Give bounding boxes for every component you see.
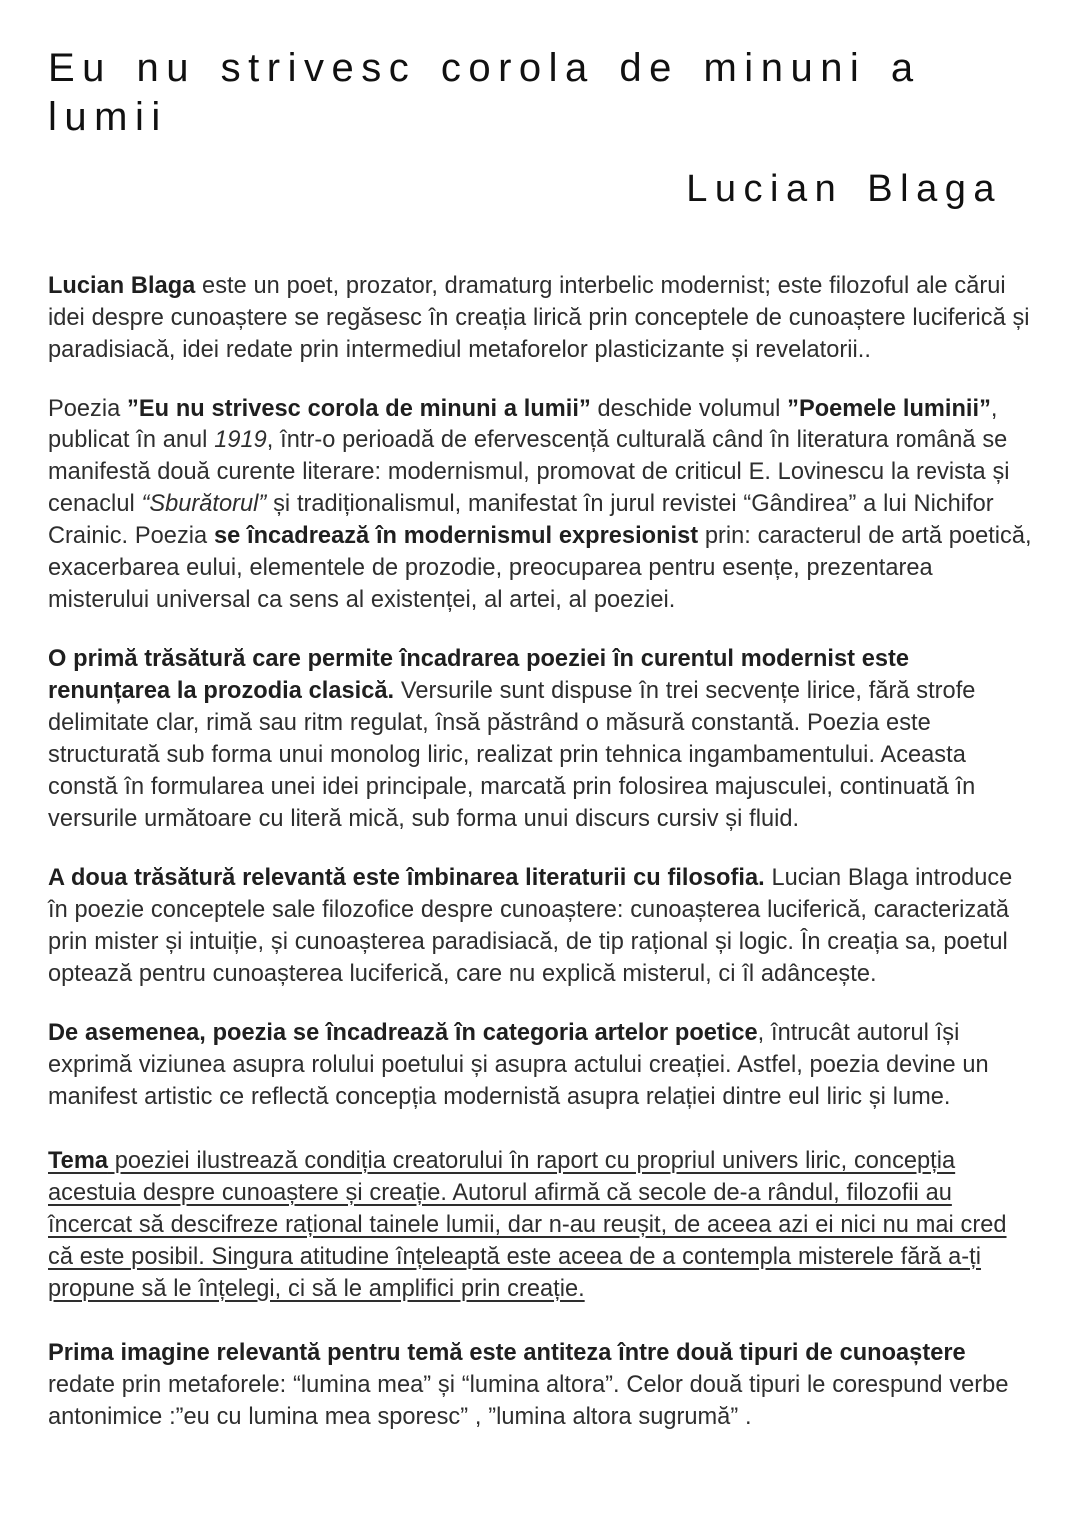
- intro-lead-bold: Lucian Blaga: [48, 272, 196, 299]
- poezia-s3: , publicat în anul: [48, 395, 998, 454]
- poezia-expresionist-bold: se încadrează în modernismul expresionist: [213, 523, 699, 550]
- author-row: [48, 168, 1020, 211]
- document-body: [0, 271, 1080, 1434]
- tema-rest: poeziei ilustrează condiția creatorului în raport cu propriul univers liric, concepția acestuia despre cunoaștere și creație. Autorul afirmă că secole de-a rândul, filozofii au încercat să descifreze rațional tainele lumii, dar n-au reușit, de aceea azi ei nici nu mai cred că este posibil. Singura atitudine înțeleaptă este aceea de a contempla misterele fără a-ți propune să le înțelegi, ci să le amplifici prin creație.: [48, 1147, 1007, 1302]
- poezia-s6: prin: caracterul de artă poetică, exacerbarea eului, elementele de prozodie, preocuparea pentru esențe, prezentarea misterului universal ca sens al existenței, al artei, al poeziei.: [48, 523, 1032, 614]
- tema-bold: Tema: [48, 1147, 108, 1174]
- paragraph-poezia: [48, 394, 1032, 618]
- paragraph-prima-imagine: [48, 1338, 1032, 1434]
- document-author: Lucian Blaga: [686, 167, 1002, 210]
- trasatura-doi-bold: A doua trăsătură relevantă este îmbinarea literaturii cu filosofia.: [48, 865, 765, 892]
- poezia-title-bold: ”Eu nu strivesc corola de minuni a lumii”: [127, 395, 591, 422]
- intro-rest: este un poet, prozator, dramaturg interbelic modernist; este filozoful ale cărui idei despre cunoaștere se regăsesc în creația lirică prin conceptele de cunoaștere luciferică și paradisiacă, idei redate prin intermediul metaforelor plasticizante și revelatorii..: [48, 272, 1030, 363]
- paragraph-asemenea: [48, 1018, 1032, 1114]
- paragraph-intro: [48, 271, 1032, 367]
- paragraph-tema: [48, 1146, 1032, 1306]
- poezia-s5: și tradiționalismul, manifestat în jurul revistei “Gândirea” a lui Nichifor Crainic. Poezia: [48, 491, 994, 550]
- poezia-volume-bold: ”Poemele luminii”: [787, 395, 991, 422]
- paragraph-trasatura-doi: [48, 863, 1032, 991]
- title-block: [0, 0, 1080, 211]
- poezia-s1: Poezia: [48, 395, 128, 422]
- asemenea-rest: , întrucât autorul își exprimă viziunea asupra rolului poetului și asupra actului creației. Astfel, poezia devine un manifest artistic ce reflectă concepția modernistă asupra relației dintre eul liric și lume.: [48, 1019, 989, 1110]
- asemenea-bold: De asemenea, poezia se încadrează în categoria artelor poetice: [48, 1019, 758, 1046]
- paragraph-trasatura-unu: [48, 644, 1032, 836]
- trasatura-unu-rest: Versurile sunt dispuse în trei secvențe lirice, fără strofe delimitate clar, rimă sau ritm regulat, însă păstrând o măsură constantă. Poezia este structurată sub forma unui monolog liric, realizat prin tehnica ingambamentului. Aceasta constă în formularea unei idei principale, marcată prin folosirea majusculei, continuată în versurile următoare cu literă mică, sub forma unui discurs cursiv și fluid.: [48, 678, 976, 833]
- poezia-s4: , într-o perioadă de efervescență culturală când în literatura română se manifestă două curente literare: modernismul, promovat de criticul E. Lovinescu la revista și cenaclul: [48, 427, 1010, 518]
- trasatura-unu-bold: O primă trăsătură care permite încadrarea poeziei în curentul modernist este renunțarea la prozodia clasică.: [48, 646, 910, 705]
- poezia-s2: deschide volumul: [590, 395, 788, 422]
- page-title: Eu nu strivesc corola de minuni a lumii: [48, 46, 921, 139]
- prima-imagine-bold: Prima imagine relevantă pentru temă este antiteza între două tipuri de cunoaștere: [48, 1339, 966, 1366]
- trasatura-doi-rest: Lucian Blaga introduce în poezie conceptele sale filozofice despre cunoaștere: cunoașterea luciferică, caracterizată prin mister și intuiție, și cunoașterea paradisiacă, de tip rațional și logic. În creația sa, poetul optează pentru cunoașterea luciferică, care nu explică misterul, ci îl adâncește.: [48, 865, 1013, 987]
- poezia-year-italic: 1919: [214, 427, 267, 454]
- prima-imagine-rest: redate prin metaforele: “lumina mea” și “lumina altora”. Celor două tipuri le corespund verbe antonimice :”eu cu lumina mea sporesc” , ”lumina altora sugrumă” .: [48, 1371, 1009, 1430]
- poezia-sburatorul-italic: “Sburătorul”: [141, 491, 267, 518]
